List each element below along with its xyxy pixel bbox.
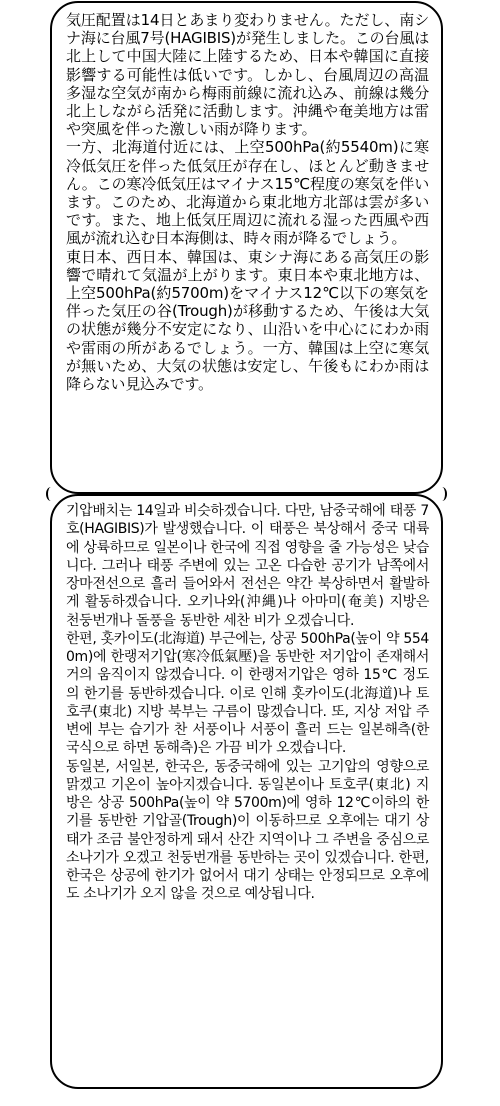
panel-joint-right (437, 487, 447, 501)
korean-paragraph-1: 기압배치는 14일과 비슷하겠습니다. 다만, 남중국해에 태풍 7호(HAGIBIS)가 발생했습니다. 이 태풍은 북상해서 중국 대륙에 상륙하므로 일본이나 한국에 직접 영향을 줄 가능성은 낮습니다. 그러나 태풍 주변에 있는 고온 다습한 공기가 남쪽에서 장마전선으로 흘러 들어와서 전선은 약간 북상하면서 활발하게 활동하겠습니다. 오키나와(沖縄)나 아마미(奄美) 지방은 천둥번개나 돌풍을 동반한 세찬 비가 오겠습니다. (66, 503, 429, 629)
japanese-paragraph-2: 一方、北海道付近には、上空500hPa(約5540m)に寒冷低気圧を伴った低気圧が存在し、ほとんど動きません。この寒冷低気圧はマイナス15℃程度の寒気を伴います。このため、北海道から東北地方北部は雲が多いです。また、地上低気圧周辺に流れる湿った西風や西風が流れ込む日本海側は、時々雨が降るでしょう。 (66, 138, 429, 248)
japanese-text-panel (50, 1, 443, 494)
korean-paragraph-2: 한편, 홋카이도(北海道) 부근에는, 상공 500hPa(높이 약 5540m)에 한랭저기압(寒冷低氣壓)을 동반한 저기압이 존재해서 거의 움직이지 않겠습니다. 이 한랭저기압은 영하 15℃ 정도의 한기를 동반하겠습니다. 이로 인해 홋카이도(北海道)나 토호쿠(東北) 지방 북부는 구름이 많겠습니다. 또, 지상 저압 주변에 부는 습기가 찬 서풍이나 서풍이 흘러 드는 일본해측(한국식으로 하면 동해측)은 가끔 비가 오겠습니다. (66, 630, 429, 757)
japanese-paragraph-1: 気圧配置は14日とあまり変わりません。ただし、南シナ海に台風7号(HAGIBIS)が発生しました。この台風は北上して中国大陸に上陸するため、日本や韓国に直接影響する可能性は低いです。しかし、台風周辺の高温多湿な空気が南から梅雨前線に流れ込み、前線は幾分北上しながら活発に活動します。沖縄や奄美地方は雷や突風を伴った激しい雨が降ります。 (66, 11, 429, 139)
korean-text-panel (50, 494, 443, 1089)
panel-joint-left (46, 487, 56, 501)
korean-paragraph-3: 동일본, 서일본, 한국은, 동중국해에 있는 고기압의 영향으로 맑겠고 기온이 높아지겠습니다. 동일본이나 토호쿠(東北) 지방은 상공 500hPa(높이 약 5700m)에 영하 12℃이하의 한기를 동반한 기압골(Trough)이 이동하므로 오후에는 대기 상태가 조금 불안정하게 돼서 산간 지역이나 그 주변을 중심으로 소나기가 오겠고 천둥번개를 동반하는 곳이 있겠습니다. 한편, 한국은 상공에 한기가 없어서 대기 상태는 안정되므로 오후에도 소나기가 오지 않을 것으로 예상됩니다. (66, 758, 429, 903)
japanese-paragraph-3: 東日本、西日本、韓国は、東シナ海にある高気圧の影響で晴れて気温が上がります。東日本や東北地方は、上空500hPa(約5700m)をマイナス12℃以下の寒気を伴った気圧の谷(Trough)が移動するため、午後は大気の状態が幾分不安定になり、山沿いを中心ににわか雨や雷雨の所があるでしょう。一方、韓国は上空に寒気が無いため、大気の状態は安定し、午後もにわか雨は降らない見込みです。 (66, 247, 429, 394)
